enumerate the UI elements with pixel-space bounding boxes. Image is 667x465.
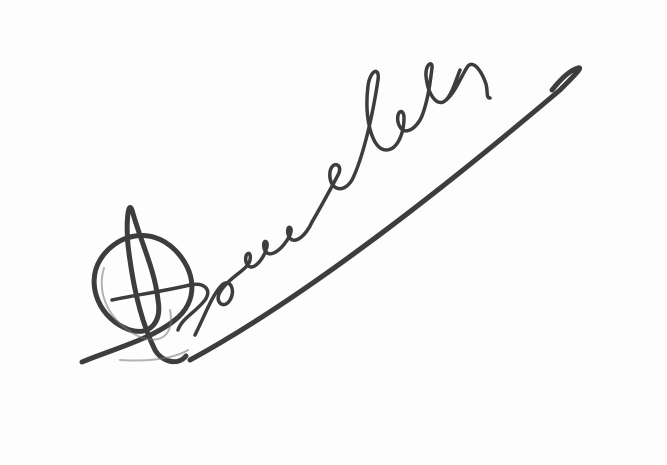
signature-ending-stroke bbox=[446, 64, 490, 100]
signature-strokes bbox=[82, 64, 580, 362]
signature-middle-letters-stroke bbox=[195, 222, 312, 335]
signature-underline-stroke bbox=[190, 68, 580, 360]
signature-capital-loop-stroke bbox=[82, 208, 192, 362]
signature-tall-loops-stroke bbox=[312, 64, 460, 222]
signature-shadow-stroke bbox=[102, 268, 188, 361]
